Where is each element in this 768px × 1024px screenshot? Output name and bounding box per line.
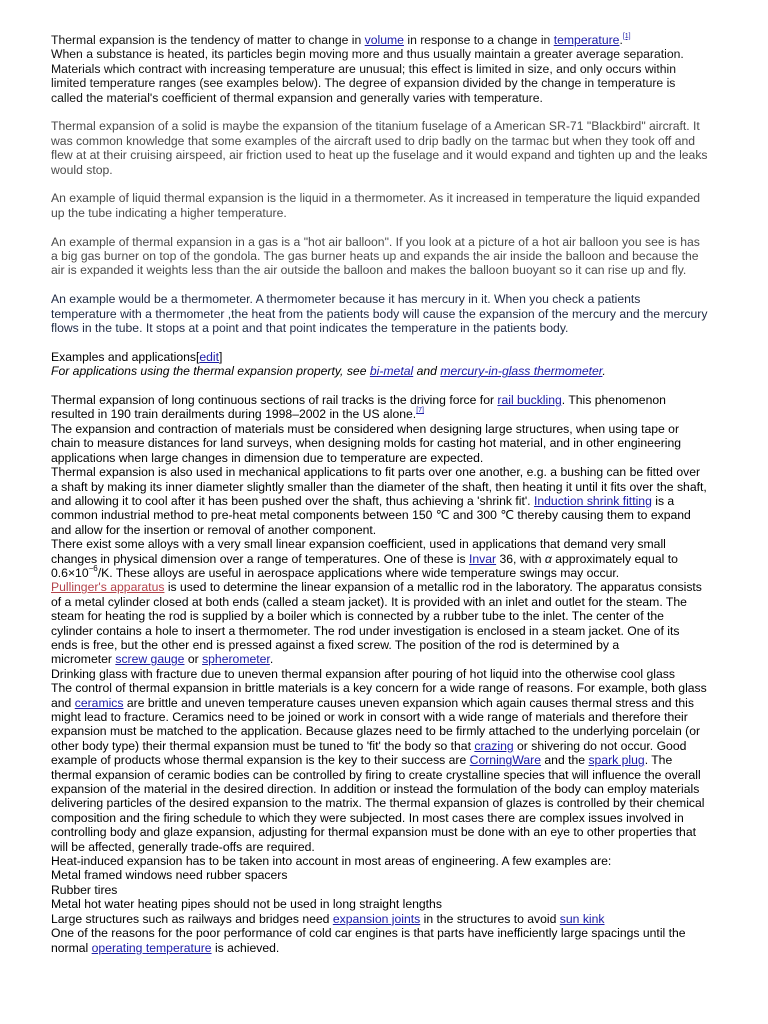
gas-expansion-paragraph [51,235,731,278]
intro-paragraph [51,33,731,105]
text-line: micrometer screw gauge or spherometer. [51,652,274,667]
spherometer-link[interactable]: spherometer [202,652,270,667]
text-line: changes in physical dimension over a range of temperatures. One of these is Invar 36, with α approximately equal to [51,551,678,566]
text-line: and allow for the insertion or removal of another component. [51,522,377,537]
list-item: Rubber tires [51,882,118,897]
text-line: air is expanded it weights less than the air outside the balloon and makes the balloon buoyant so it can rise up and fly. [51,263,687,278]
text-line: was common knowledge that some examples of the aircraft used to drip badly on the tarmac but when they took off and [51,133,696,148]
spark-plug-link[interactable]: spark plug [588,753,645,768]
text-line: normal operating temperature is achieved. [51,940,280,955]
applications-note: For applications using the thermal expansion property, see bi-metal and mercury-in-glass thermometer. [51,364,606,379]
text-line: Heat-induced expansion has to be taken into account in most areas of engineering. A few examples are: [51,854,612,869]
applications-body [51,393,731,955]
crazing-link[interactable]: crazing [474,738,514,753]
text-line: flew at at their cruising airspeed, air friction used to heat up the fuselage and it would expand and tighten up and the leaks [51,148,708,163]
sun-kink-link[interactable]: sun kink [559,911,605,926]
text-line: might lead to fracture. Ceramics need to be joined or work in consort with a wide range of materials and therefore their [51,710,688,724]
text-line: cylinder contains a hole to insert a thermometer. The rod under investigation is enclosed in a steam jacket. One of its [51,623,680,638]
text-line: Thermal expansion is the tendency of matter to change in volume in response to a change in temperature.[1] [51,32,631,47]
text-line: example of products whose thermal expansion is the key to their success are CorningWare and the spark plug. The [51,753,673,768]
text-line: steam for heating the rod is supplied by a boiler which is connected by a rubber tube to the inlet. The center of the [51,609,664,624]
text-line: An example would be a thermometer. A thermometer because it has mercury in it. When you check a patients [51,292,641,307]
text-line: Pullinger's apparatus is used to determine the linear expansion of a metallic rod in the laboratory. The apparatus consists [51,580,702,595]
text-line: will be affected, generally trade-offs are required. [51,839,315,854]
text-line: temperature with a thermometer ,the heat from the patients body will cause the expansion of the mercury and the mercury [51,306,708,321]
text-line: limited temperature ranges (see examples below). The degree of expansion divided by the change in temperature is [51,76,676,91]
text-line: There exist some alloys with a very small linear expansion coefficient, used in applications that demand very small [51,537,666,552]
bi-metal-link[interactable]: bi-metal [369,364,414,379]
temperature-link[interactable]: temperature [553,33,620,47]
list-item: Large structures such as railways and bridges need expansion joints in the structures to avoid sun kink [51,911,605,926]
ref-link-7[interactable]: [7] [416,407,424,415]
thermometer-paragraph [51,292,731,335]
document-page [51,33,731,955]
text-line: delivering particles of the desired expansion to the matrix. The thermal expansion of glazes is controlled by their chemical [51,796,705,811]
volume-link[interactable]: volume [364,33,404,47]
text-line: Thermal expansion is also used in mechanical applications to fit parts over one another, e.g. a bushing can be fitted over [51,465,701,480]
text-line: An example of liquid thermal expansion is the liquid in a thermometer. As it increased in temperature the liquid expanded [51,191,701,206]
text-line: applications when large changes in dimension due to temperature are expected. [51,450,484,465]
text-line: a shaft by making its inner diameter slightly smaller than the diameter of the shaft, then heating it until it fits over the shaft, [51,479,707,494]
text-line: chain to measure distances for land surveys, when designing molds for casting hot material, and in other engineering [51,436,682,451]
text-line: composition and the firing schedule to which they were subjected. In most cases there are complex issues involved in [51,810,684,825]
pullingers-apparatus-link[interactable]: Pullinger's apparatus [51,580,165,595]
text-line: a big gas burner on top of the gondola. The gas burner heats up and expands the air inside the balloon and because the [51,249,699,264]
text-line: Thermal expansion of a solid is maybe the expansion of the titanium fuselage of a American SR-71 "Blackbird" aircraft. It [51,119,700,134]
text-line: An example of thermal expansion in a gas is a "hot air balloon". If you look at a picture of a hot air balloon you see is has [51,234,700,249]
ref-link-1[interactable]: [1] [622,32,631,40]
text-line: expansion of the material in the desired direction. In addition or instead the formulation of the body can employ materials [51,782,700,797]
text-line: One of the reasons for the poor performance of cold car engines is that parts have inefficiently large spacings until the [51,926,686,941]
text-line: up the tube indicating a higher temperature. [51,205,287,220]
ceramics-link[interactable]: ceramics [74,695,124,710]
text-line: Drinking glass with fracture due to uneven thermal expansion after pouring of hot liquid into the otherwise cool glass [51,666,675,681]
text-line: The expansion and contraction of materials must be considered when designing large structures, when using tape or [51,421,680,436]
operating-temperature-link[interactable]: operating temperature [91,940,212,955]
expansion-joints-link[interactable]: expansion joints [332,911,421,926]
induction-shrink-fitting-link[interactable]: Induction shrink fitting [533,493,652,508]
text-line: expansion must be matched to the application. Because glazes need to be firmly attached to the underlying porcelain (or [51,724,701,739]
corningware-link[interactable]: CorningWare [469,753,542,768]
text-line: and allowing it to cool after it has been pushed over the shaft, thus achieving a 'shrink fit'. Induction shrink fitting is a [51,493,675,508]
text-line: Materials which contract with increasing temperature are unusual; this effect is limited in size, and only occurs within [51,61,677,76]
text-line: of a metal cylinder closed at both ends (called a steam jacket). It is provided with an inlet and outlet for the steam. The [51,594,687,609]
text-line: and ceramics are brittle and uneven temperature causes uneven expansion which again causes thermal stress and this [51,695,694,710]
text-line: $0.6\times 10^{-6}/K$. These alloys are useful in aerospace applications where wide temperature swings may occur. [51,563,620,580]
invar-link[interactable]: Invar [469,551,497,566]
text-line: Thermal expansion of long continuous sections of rail tracks is the driving force for rail buckling. This phenomenon [51,393,666,408]
text-line: flows in the tube. It stops at a point and that point indicates the temperature in the patients body. [51,321,569,336]
text-line: The control of thermal expansion in brittle materials is a key concern for a wide range of reasons. For example, both glass [51,681,707,696]
text-line: ends is free, but the other end is pressed against a fixed screw. The position of the rod is determined by a [51,637,620,652]
text-line: resulted in 190 train derailments during 1998–2002 in the US alone.[7] [51,407,424,422]
list-item: Metal framed windows need rubber spacers [51,868,288,883]
rail-buckling-link[interactable]: rail buckling [497,393,562,408]
edit-link[interactable]: edit [199,349,220,364]
text-line: would stop. [51,162,113,177]
text-line: thermal expansion of ceramic bodies can be controlled by firing to create crystalline species that will influence the overall [51,767,701,782]
liquid-expansion-paragraph [51,191,731,220]
text-line: common industrial method to pre-heat metal components between 150 ℃ and 300 ℃ thereby causing them to expand [51,508,691,523]
text-line: When a substance is heated, its particles begin moving more and thus usually maintain a greater average separation. [51,47,684,62]
mercury-thermometer-link[interactable]: mercury-in-glass thermometer [440,364,603,379]
screw-gauge-link[interactable]: screw gauge [115,652,185,667]
text-line: called the material's coefficient of thermal expansion and generally varies with temperature. [51,90,543,105]
text-line: controlling body and glaze expansion, adjusting for thermal expansion must be done with an eye to other properties that [51,825,696,840]
list-item: Metal hot water heating pipes should not be used in long straight lengths [51,897,442,912]
examples-heading: Examples and applications[edit] [51,349,223,364]
text-line: other body type) their thermal expansion must be tuned to 'fit' the body so that crazing or shivering do not occur. Good [51,738,687,753]
solid-expansion-paragraph [51,119,731,177]
